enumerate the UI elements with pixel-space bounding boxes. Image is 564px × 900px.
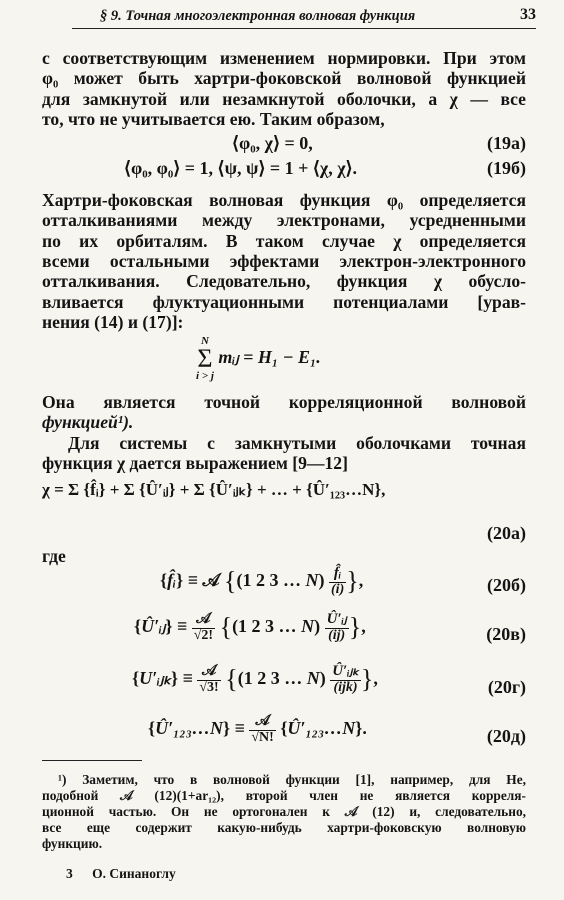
- equation-number-19a: (19а): [487, 133, 526, 153]
- equation-number-20d: (20д): [486, 726, 526, 746]
- sum-upper-limit: N: [200, 335, 209, 347]
- sum-lower-limit: i > j: [196, 370, 214, 382]
- equation-20v: {Û′ᵢⱼ} ≡ $\frac{\text{𝒜}}{√2!}$ {(1 2 3 … N) $\frac{\text{Û′ᵢⱼ}}{(ij)}$ },: [134, 611, 366, 643]
- sum-symbol: [196, 336, 214, 382]
- paragraph-line: отталкиваниями между электронами, усредненными: [42, 210, 526, 230]
- sigma-icon: Σ: [197, 344, 213, 373]
- equation-number-20a: (20а): [487, 523, 526, 543]
- equation-sum-m: [196, 336, 321, 382]
- running-head-title: § 9. Точная многоэлектронная волновая функция: [100, 8, 416, 24]
- paragraph-line: с соответствующим изменением нормировки. При этом: [42, 48, 526, 68]
- paragraph-line: вливается флуктуационными потенциалами [урав-: [42, 292, 526, 312]
- equation-20b: {f̂ᵢ} ≡ 𝒜 {(1 2 3 … N) $\frac{\text{f̂ᵢ}}{(i)}$ },: [160, 565, 364, 597]
- signature-author: О. Синаноглу: [92, 866, 176, 881]
- equation-number-20b: (20б): [487, 575, 526, 595]
- equation-number-20v: (20в): [486, 624, 526, 644]
- signature-number: 3: [66, 866, 73, 881]
- paragraph-line: φ₀ может быть хартри-фоковской волновой функцией: [42, 68, 526, 88]
- paragraph-line: Хартри-фоковская волновая функция φ₀ определяется: [42, 190, 526, 210]
- footnote-line: все еще содержит какую-нибудь хартри-фоковскую волновую: [42, 820, 526, 835]
- sum-body: mᵢⱼ = H₁ − E₁.: [218, 347, 321, 368]
- equation-19b: ⟨φ₀, φ₀⟩ = 1, ⟨ψ, ψ⟩ = 1 + ⟨χ, χ⟩.: [124, 158, 358, 178]
- paragraph-line: функцией¹).: [42, 412, 134, 432]
- equation-number-19b: (19б): [487, 158, 526, 178]
- paragraph-line: всеми остальными эффектами электрон-электронного: [42, 251, 526, 271]
- paragraph-line: для замкнутой или незамкнутой оболочки, а χ — все: [42, 89, 526, 109]
- footnote-line: ¹) Заметим, что в волновой функции [1], например, для He,: [58, 772, 526, 787]
- paragraph-line: Для системы с замкнутыми оболочками точная: [68, 433, 526, 453]
- paragraph-line: Она является точной корреляционной волновой: [42, 392, 526, 412]
- equation-19a: ⟨φ₀, χ⟩ = 0,: [232, 133, 313, 153]
- signature-mark: [66, 866, 192, 882]
- page-number: 33: [520, 6, 536, 23]
- paragraph-line: отталкивания. Следовательно, функция χ обусло-: [42, 271, 526, 291]
- equation-20g: {U′ᵢⱼₖ} ≡ $\frac{\text{𝒜}}{√3!}$ {(1 2 3 … N) $\frac{\text{Û′ᵢⱼₖ}}{\text{(ijk)}}$ },: [132, 663, 378, 695]
- equation-20a: χ = Σ {f̂ᵢ} + Σ {Û′ᵢⱼ} + Σ {Û′ᵢⱼₖ} + … + {Û′₁₂₃…N},: [42, 480, 386, 499]
- equation-20d: {Û′₁₂₃…N} ≡ $\frac{\text{𝒜}}{√N!}$ {Û′₁₂₃…N}.: [148, 713, 367, 745]
- where-word: где: [42, 546, 66, 566]
- paragraph-line: функция χ дается выражением [9—12]: [42, 453, 348, 473]
- footnote-line: функцию.: [42, 836, 103, 851]
- paragraph-line: то, что не учитывается ею. Таким образом,: [42, 109, 385, 129]
- equation-number-20g: (20г): [487, 677, 526, 697]
- paragraph-line: по их орбиталям. В таком случае χ определяется: [42, 231, 526, 251]
- running-header: [72, 6, 536, 29]
- paragraph-line: нения (14) и (17)]:: [42, 312, 184, 332]
- footnote-divider: [42, 760, 142, 761]
- footnote-line: подобной 𝒜 (12)(1+ar₁₂), второй член не является корреля-: [42, 788, 526, 803]
- footnote-line: ционной частью. Он не ортогонален к 𝒜 (12) и, следовательно,: [42, 804, 526, 819]
